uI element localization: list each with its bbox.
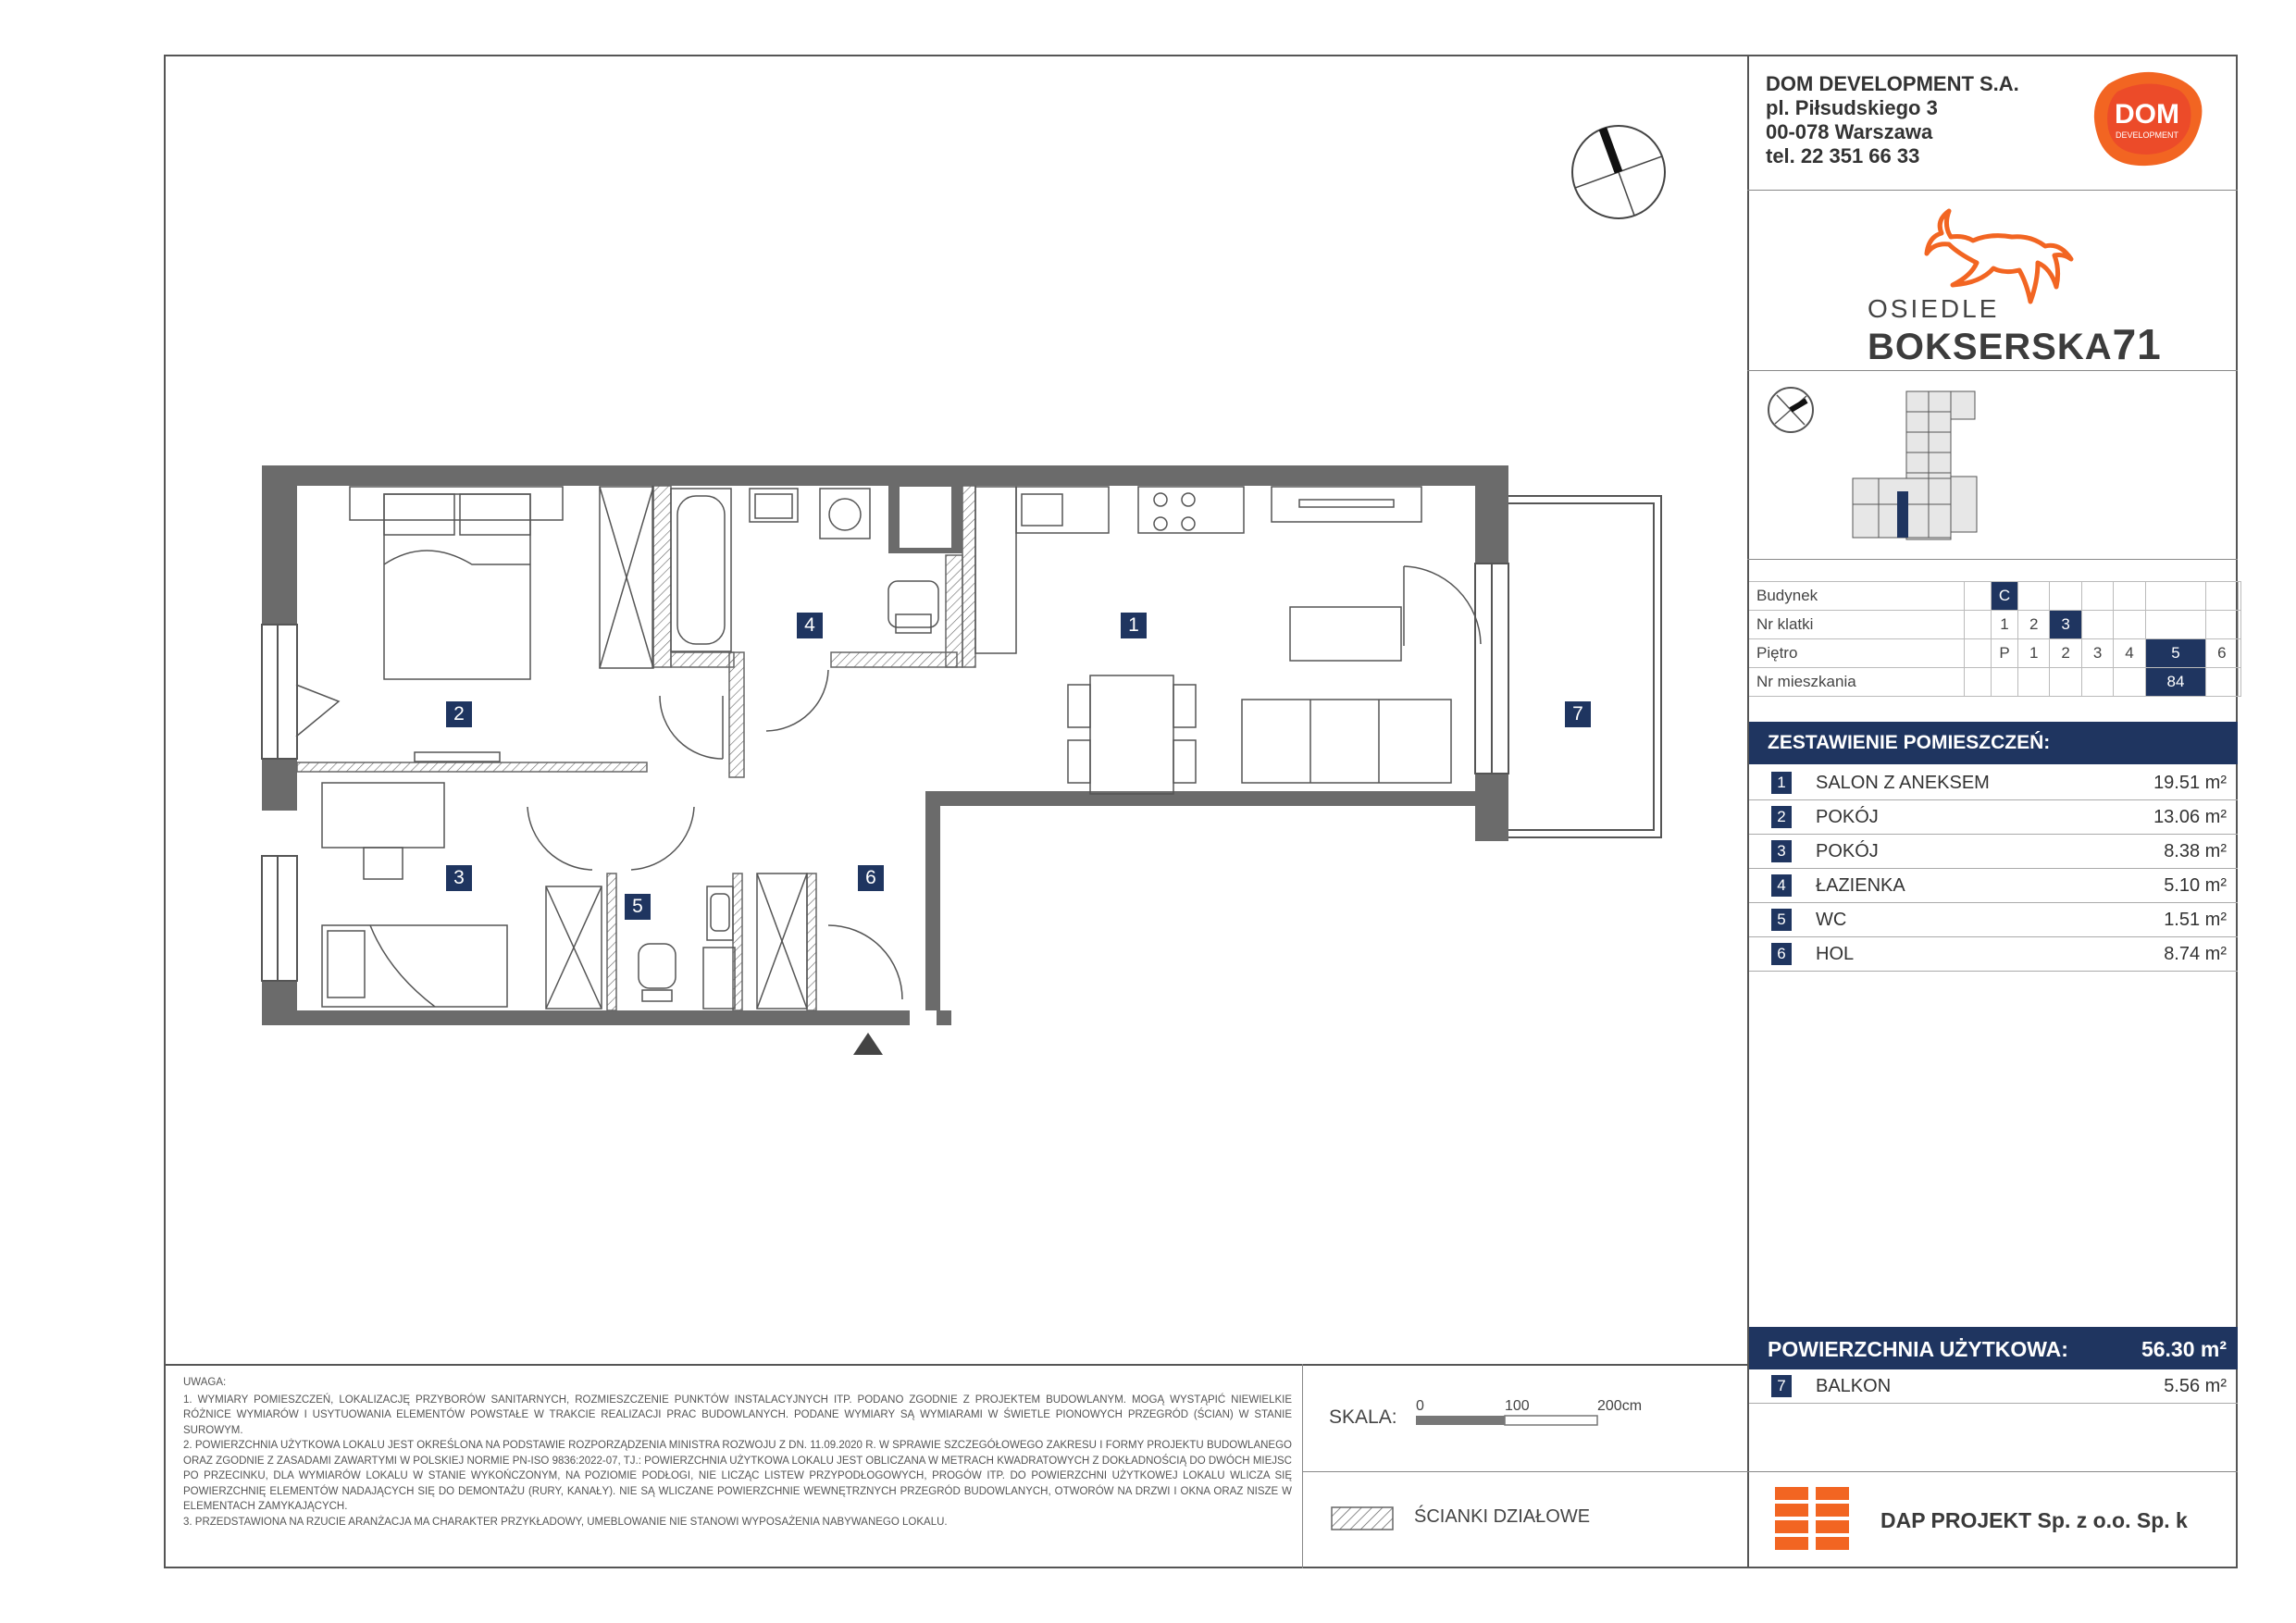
shaft	[900, 487, 951, 548]
total-area-label: POWIERZCHNIA UŻYTKOWA:	[1768, 1337, 2068, 1361]
rooms-header: ZESTAWIENIE POMIESZCZEŃ:	[1749, 722, 2238, 764]
pietro-5: 5	[2145, 639, 2206, 668]
partition-wall-label: ŚCIANKI DZIAŁOWE	[1414, 1506, 1591, 1527]
budynek-label: Budynek	[1749, 582, 1965, 611]
entrance-arrow-icon	[853, 1033, 883, 1055]
room-row	[1749, 766, 2238, 800]
row-mieszkanie	[1749, 668, 2241, 697]
plan-room-tag: 5	[625, 894, 651, 920]
room-row	[1749, 937, 2238, 972]
pietro-label: Piętro	[1749, 639, 1965, 668]
room-area: 5.56 m²	[2164, 1376, 2227, 1396]
note-item: 2. POWIERZCHNIA UŻYTKOWA LOKALU JEST OKREŚLONA NA PODSTAWIE ROZPORZĄDZENIA MINISTRA ROZWOJU Z DN. 11.09.2020 R. W SPRAWIE SZCZEGÓŁOWEGO ZAKRESU I FORMY PROJEKTU BUDOWLANEGO ORAZ ZGODNIE Z ZASADAMI ZAWARTYMI W POLSKIEJ NORMIE PN-ISO 9836:2022-07, TJ.: POWIERZCHNIA UŻYTKOWA LOKALU JEST OBLICZANA W METRACH KWADRATOWYCH Z DOKŁADNOŚCIĄ DO DWÓCH MIEJSC PO PRZECINKU, DLA WYMIARÓW LOKALU W STANIE WYKOŃCZONYM, NA POZIOMIE PODŁOGI, NIE LICZĄC LISTEW PRZYPODŁOGOWYCH, PROGÓW ITP. DO POWIERZCHNI UŻYTKOWEJ LOKALU WLICZA SIĘ POWIERZCHNIĘ ELEMENTÓW NADAJĄCYCH SIĘ DO DEMONTAŻU (RURY, KANAŁY). NIE SĄ WLICZANE POWIERZCHNIE WEWNĘTRZNYCH PRZEGRÓD BUDOWLANYCH, OTWORÓW NA DRZWI I OKNA ORAZ NISZE W ELEMENTACH ZAMYKAJĄCYCH.	[183, 1440, 1292, 1512]
pietro-p: P	[1992, 639, 2018, 668]
company-name: DOM DEVELOPMENT S.A.	[1766, 72, 2019, 95]
plan-room-tag: 1	[1121, 613, 1147, 638]
klatka-1: 1	[1992, 611, 2018, 639]
pietro-1: 1	[2018, 639, 2050, 668]
room-area: 8.74 m²	[2164, 944, 2227, 964]
room-area: 19.51 m²	[2153, 773, 2227, 793]
room-number: 1	[1771, 772, 1792, 794]
mieszkanie-value: 84	[2145, 668, 2206, 697]
architect-divider	[1747, 1471, 2238, 1472]
dap-projekt-logo	[1775, 1487, 1849, 1550]
scale-divider-vertical	[1302, 1364, 1303, 1568]
row-pietro	[1749, 639, 2241, 668]
company-divider	[1747, 190, 2238, 191]
klatka-3: 3	[2050, 611, 2081, 639]
note-item: 3. PRZEDSTAWIONA NA RZUCIE ARANŻACJA MA CHARAKTER PRZYKŁADOWY, UMEBLOWANIE NIE STANOWI WYPOSAŻENIA NABYWANEGO LOKALU.	[183, 1516, 948, 1528]
room-name: WC	[1816, 910, 1847, 930]
project-name-line1: OSIEDLE	[1868, 294, 2000, 323]
project-number: 71	[2112, 320, 2162, 368]
plan-room-tag: 6	[858, 865, 884, 891]
room-area: 5.10 m²	[2164, 875, 2227, 896]
room-name: POKÓJ	[1816, 807, 1879, 827]
row-budynek	[1749, 582, 2241, 611]
pietro-3: 3	[2081, 639, 2113, 668]
room-row	[1749, 800, 2238, 835]
key-plan	[1749, 375, 2238, 558]
location-table	[1749, 581, 2241, 697]
partition-walls	[297, 486, 975, 1010]
plan-room-tag: 7	[1565, 701, 1591, 727]
scale-bar-filled	[1416, 1416, 1505, 1425]
room-number: 2	[1771, 806, 1792, 828]
notes	[183, 1375, 1292, 1530]
plan-room-tag: 2	[446, 701, 472, 727]
room-name: BALKON	[1816, 1376, 1892, 1396]
dom-logo-subtext: DEVELOPMENT	[2115, 130, 2179, 140]
room-number: 7	[1771, 1375, 1792, 1397]
exterior-walls	[262, 465, 1508, 1025]
scale-label: SKALA:	[1329, 1406, 1397, 1428]
pietro-4: 4	[2114, 639, 2145, 668]
project-divider	[1747, 370, 2238, 371]
pietro-6: 6	[2206, 639, 2238, 668]
company-info	[1766, 72, 2019, 168]
dom-logo-text: DOM	[2115, 99, 2179, 130]
keyplan-divider	[1747, 559, 2238, 560]
floor-plan	[250, 453, 1684, 1083]
north-compass-icon	[1568, 120, 1669, 224]
company-city: 00-078 Warszawa	[1766, 120, 1933, 143]
dom-development-logo	[2090, 68, 2206, 169]
room-area: 1.51 m²	[2164, 910, 2227, 930]
room-number: 3	[1771, 840, 1792, 862]
partition-wall-swatch	[1331, 1506, 1394, 1530]
scale-bar-empty	[1505, 1416, 1597, 1425]
row-klatka	[1749, 611, 2241, 639]
balcony-row	[1749, 1369, 2238, 1404]
room-name: HOL	[1816, 944, 1855, 964]
key-plan-highlight	[1897, 491, 1908, 538]
scale-tick-100: 100	[1505, 1398, 1530, 1414]
room-row	[1749, 903, 2238, 937]
key-plan-building	[1853, 391, 1977, 539]
pietro-2: 2	[2050, 639, 2081, 668]
plan-room-tag: 4	[797, 613, 823, 638]
project-name-line2	[1868, 319, 2162, 369]
company-phone: tel. 22 351 66 33	[1766, 144, 1920, 167]
scale-tick-0: 0	[1416, 1398, 1424, 1414]
scale-legend-divider	[1302, 1471, 1749, 1472]
room-number: 5	[1771, 909, 1792, 931]
scale-tick-200: 200cm	[1597, 1398, 1643, 1414]
total-area-value: 56.30 m²	[2141, 1337, 2227, 1361]
key-plan-compass-icon	[1769, 388, 1813, 432]
note-item: 1. WYMIARY POMIESZCZEŃ, LOKALIZACJĘ PRZYBORÓW SANITARNYCH, ROZMIESZCZENIE PUNKTÓW INSTALACYJNYCH ITP. PODANO ZGODNIE Z PROJEKTEM BUDOWLANYM. MOGĄ WYSTĄPIĆ NIEWIELKIE RÓŻNICE WYMIARÓW I USYTUOWANIA ELEMENTÓW POWSTAŁE W TRAKCIE REALIZACJI PRAC BUDOWLANYCH. PODANE WYMIARY SĄ WYMIARAMI W ŚWIETLE PIONOWYCH PRZEGRÓD (ŚCIAN) W STANIE SUROWYM.	[183, 1394, 1292, 1436]
notes-divider	[164, 1364, 1749, 1366]
budynek-value: C	[1992, 582, 2018, 611]
room-name: POKÓJ	[1816, 841, 1879, 861]
project-street: BOKSERSKA	[1868, 327, 2113, 367]
total-area	[1749, 1327, 2238, 1369]
room-number: 4	[1771, 874, 1792, 897]
klatka-2: 2	[2018, 611, 2050, 639]
company-street: pl. Piłsudskiego 3	[1766, 96, 1938, 119]
balcony	[1508, 496, 1661, 837]
room-name: ŁAZIENKA	[1816, 875, 1905, 896]
plan-room-tag: 3	[446, 865, 472, 891]
mieszkanie-label: Nr mieszkania	[1749, 668, 1965, 697]
room-area: 8.38 m²	[2164, 841, 2227, 861]
furniture	[322, 487, 1451, 1009]
room-name: SALON Z ANEKSEM	[1816, 773, 1990, 793]
notes-title: UWAGA:	[183, 1377, 227, 1388]
architect-name: DAP PROJEKT Sp. z o.o. Sp. k	[1880, 1508, 2188, 1532]
room-row	[1749, 869, 2238, 903]
room-row	[1749, 835, 2238, 869]
room-number: 6	[1771, 943, 1792, 965]
room-area: 13.06 m²	[2153, 807, 2227, 827]
klatka-label: Nr klatki	[1749, 611, 1965, 639]
